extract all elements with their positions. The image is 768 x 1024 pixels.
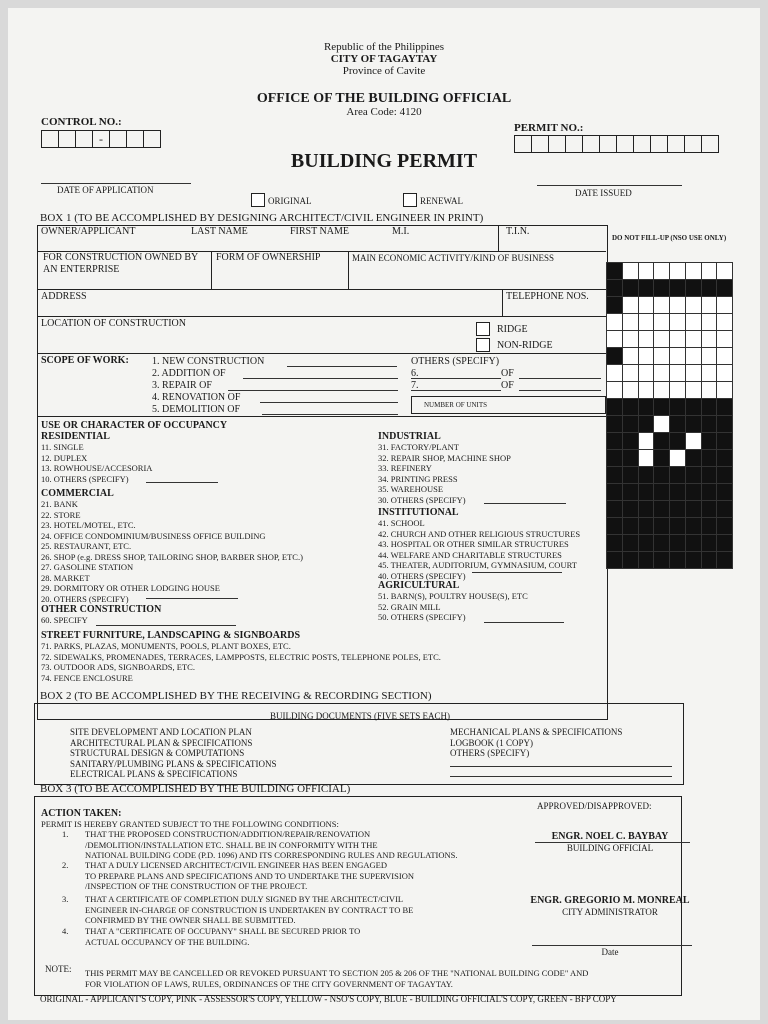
date-application-label: DATE OF APPLICATION <box>57 185 154 195</box>
street-heading: STREET FURNITURE, LANDSCAPING & SIGNBOARDS <box>41 630 301 641</box>
street-item: 72. SIDEWALKS, PROMENADES, TERRACES, LAMPPOSTS, ELECTRIC POSTS, TELEPHONE POLES, ETC. <box>41 651 441 662</box>
scope-item: 3. REPAIR OF <box>152 380 212 391</box>
condition-3 <box>85 894 413 926</box>
document-item: LOGBOOK (1 COPY) <box>450 737 533 748</box>
permit-no-label: PERMIT NO.: <box>514 122 584 134</box>
document-item: MECHANICAL PLANS & SPECIFICATIONS <box>450 727 623 737</box>
condition-2-number: 2. <box>62 860 69 870</box>
action-taken-label: ACTION TAKEN: <box>41 808 122 819</box>
owner-label: OWNER/APPLICANT <box>41 226 136 237</box>
building-official-title: BUILDING OFFICIAL <box>566 843 654 853</box>
institutional-item: 45. THEATER, AUDITORIUM, GYMNASIUM, COURT <box>378 560 577 570</box>
document-item: STRUCTURAL DESIGN & COMPUTATIONS <box>70 748 245 758</box>
commercial-item: 21. BANK <box>41 499 78 509</box>
condition-line: ACTUAL OCCUPANCY OF THE BUILDING. <box>85 936 250 947</box>
condition-2 <box>85 860 414 892</box>
scope-item: 4. RENOVATION OF <box>152 392 241 403</box>
note-text <box>85 968 588 989</box>
condition-3-number: 3. <box>62 894 69 904</box>
non-ridge-checkbox[interactable] <box>476 338 490 352</box>
scope-label: SCOPE OF WORK: <box>41 355 129 366</box>
main-activity-label: MAIN ECONOMIC ACTIVITY/KIND OF BUSINESS <box>352 253 555 263</box>
nso-grid <box>606 262 732 568</box>
street-list <box>41 641 441 683</box>
area-code: Area Code: 4120 <box>346 106 422 118</box>
commercial-item: 20. OTHERS (SPECIFY) <box>41 593 129 604</box>
granted-text: PERMIT IS HEREBY GRANTED SUBJECT TO THE FOLLOWING CONDITIONS: <box>41 819 339 829</box>
occupancy-heading: USE OR CHARACTER OF OCCUPANCY <box>41 420 228 431</box>
document-item: ARCHITECTURAL PLAN & SPECIFICATIONS <box>70 737 253 748</box>
residential-item: 10. OTHERS (SPECIFY) <box>41 473 129 484</box>
condition-line: /INSPECTION OF THE CONSTRUCTION OF THE PROJECT. <box>85 881 308 891</box>
commercial-heading: COMMERCIAL <box>41 488 114 499</box>
header-city: CITY OF TAGAYTAY <box>330 53 438 65</box>
other-item: 60. SPECIFY <box>41 615 88 625</box>
office-title: OFFICE OF THE BUILDING OFFICIAL <box>256 91 512 106</box>
agricultural-list <box>378 591 528 623</box>
condition-1 <box>85 829 458 861</box>
renewal-checkbox[interactable] <box>403 193 417 207</box>
non-ridge-label: NON-RIDGE <box>497 340 553 351</box>
industrial-heading: INDUSTRIAL <box>378 431 441 442</box>
condition-line: TO PREPARE PLANS AND SPECIFICATIONS AND TO UNDERTAKE THE SUPERVISION <box>85 870 414 881</box>
scope-item: 5. DEMOLITION OF <box>152 404 241 415</box>
document-item: SITE DEVELOPMENT AND LOCATION PLAN <box>70 727 252 737</box>
header-republic: Republic of the Philippines <box>323 41 445 53</box>
tin-label: T.I.N. <box>506 226 530 237</box>
first-name-label: FIRST NAME <box>290 226 349 237</box>
last-name-label: LAST NAME <box>191 226 248 237</box>
agricultural-item: 50. OTHERS (SPECIFY) <box>378 612 466 622</box>
other-list <box>41 615 88 626</box>
condition-1-number: 1. <box>62 829 69 839</box>
street-item: 71. PARKS, PLAZAS, MONUMENTS, POOLS, PLANT BOXES, ETC. <box>41 641 291 651</box>
condition-line: CONFIRMED BY THE OWNER SHALL BE SUBMITTED. <box>85 915 296 925</box>
mi-label: M.I. <box>392 226 410 237</box>
form-title: BUILDING PERMIT <box>290 150 478 172</box>
units-label: NUMBER OF UNITS <box>424 401 488 409</box>
footer-copies: ORIGINAL - APPLICANT'S COPY, PINK - ASSESSOR'S COPY, YELLOW - NSO'S COPY, BLUE - BUILDING OFFICIAL'S COPY, GREEN - BFP COPY <box>40 994 617 1004</box>
documents-right <box>450 727 622 759</box>
city-administrator-title: CITY ADMINISTRATOR <box>562 907 658 917</box>
commercial-item: 26. SHOP (e.g. DRESS SHOP, TAILORING SHOP, BARBER SHOP, ETC.) <box>41 551 303 562</box>
scope-item: 2. ADDITION OF <box>152 368 226 379</box>
item-6: 6. <box>411 368 419 379</box>
residential-item: 11. SINGLE <box>41 442 84 452</box>
agricultural-item: 52. GRAIN MILL <box>378 601 441 612</box>
residential-item: 13. ROWHOUSE/ACCESORIA <box>41 463 153 473</box>
control-no-label: CONTROL NO.: <box>41 116 122 128</box>
agricultural-item: 51. BARN(S), POULTRY HOUSE(S), ETC <box>378 591 528 601</box>
document-item: ELECTRICAL PLANS & SPECIFICATIONS <box>70 769 238 779</box>
institutional-item: 44. WELFARE AND CHARITABLE STRUCTURES <box>378 549 562 560</box>
condition-line: THAT A CERTIFICATE OF COMPLETION DULY SIGNED BY THE ARCHITECT/CIVIL <box>85 894 404 904</box>
industrial-item: 30. OTHERS (SPECIFY) <box>378 494 466 505</box>
renewal-label: RENEWAL <box>420 196 463 206</box>
commercial-item: 28. MARKET <box>41 572 90 583</box>
control-dash: - <box>92 130 110 148</box>
date-label: Date <box>601 947 619 957</box>
street-item: 74. FENCE ENCLOSURE <box>41 672 133 683</box>
construction-owned-label: FOR CONSTRUCTION OWNED BY AN ENTERPRISE <box>43 252 198 275</box>
condition-line: ENGINEER IN-CHARGE OF CONSTRUCTION IS UNDERTAKEN BY CONTRACT TO BE <box>85 904 414 915</box>
condition-4-number: 4. <box>62 926 69 936</box>
original-label: ORIGINAL <box>268 196 312 206</box>
street-item: 73. OUTDOOR ADS, SIGNBOARDS, ETC. <box>41 662 195 672</box>
condition-line: /DEMOLITION/INSTALLATION ETC. SHALL BE IN CONFORMITY WITH THE <box>85 839 378 850</box>
institutional-item: 42. CHURCH AND OTHER RELIGIOUS STRUCTURES <box>378 528 581 539</box>
header-province: Province of Cavite <box>342 65 426 77</box>
documents-left <box>70 727 277 780</box>
of-7: OF <box>501 380 514 391</box>
commercial-item: 25. RESTAURANT, ETC. <box>41 541 132 551</box>
commercial-list <box>41 499 303 604</box>
telephone-label: TELEPHONE NOS. <box>506 291 589 302</box>
residential-list <box>41 442 152 484</box>
box1-heading: BOX 1 (TO BE ACCOMPLISHED BY DESIGNING ARCHITECT/CIVIL ENGINEER IN PRINT) <box>40 212 484 224</box>
condition-line: NATIONAL BUILDING CODE (P.D. 1096) AND ITS CORRESPONDING RULES AND REGULATIONS. <box>85 850 458 860</box>
box3-heading: BOX 3 (TO BE ACCOMPLISHED BY THE BUILDING OFFICIAL) <box>40 783 351 795</box>
nso-label: DO NOT FILL-UP (NSO USE ONLY) <box>612 234 727 242</box>
ridge-checkbox[interactable] <box>476 322 490 336</box>
building-official-name: ENGR. NOEL C. BAYBAY <box>551 831 669 842</box>
document-item: SANITARY/PLUMBING PLANS & SPECIFICATIONS <box>70 758 277 769</box>
industrial-item: 31. FACTORY/PLANT <box>378 442 459 452</box>
condition-line: THAT A DULY LICENSED ARCHITECT/CIVIL ENGINEER HAS BEEN ENGAGED <box>85 860 387 870</box>
other-construction-heading: OTHER CONSTRUCTION <box>41 604 162 615</box>
industrial-item: 34. PRINTING PRESS <box>378 473 458 484</box>
scope-item: 1. NEW CONSTRUCTION <box>152 356 265 367</box>
commercial-item: 27. GASOLINE STATION <box>41 562 134 572</box>
industrial-item: 35. WAREHOUSE <box>378 484 444 494</box>
institutional-item: 40. OTHERS (SPECIFY) <box>378 570 466 581</box>
note-label: NOTE: <box>45 964 72 974</box>
condition-line: THAT A "CERTIFICATE OF OCCUPANY" SHALL BE SECURED PRIOR TO <box>85 926 361 936</box>
residential-item: 12. DUPLEX <box>41 452 88 463</box>
institutional-heading: INSTITUTIONAL <box>378 507 459 518</box>
control-no-field[interactable] <box>41 130 160 148</box>
ridge-label: RIDGE <box>497 324 528 335</box>
commercial-item: 23. HOTEL/MOTEL, ETC. <box>41 520 136 530</box>
location-label: LOCATION OF CONSTRUCTION <box>41 318 187 329</box>
condition-line: THAT THE PROPOSED CONSTRUCTION/ADDITION/REPAIR/RENOVATION <box>85 829 371 839</box>
scope-list <box>152 356 264 416</box>
form-ownership-label: FORM OF OWNERSHIP <box>216 252 321 263</box>
address-label: ADDRESS <box>41 291 87 302</box>
industrial-item: 33. REFINERY <box>378 463 432 473</box>
of-6: OF <box>501 368 514 379</box>
commercial-item: 22. STORE <box>41 509 81 520</box>
commercial-item: 29. DORMITORY OR OTHER LODGING HOUSE <box>41 583 220 593</box>
institutional-item: 43. HOSPITAL OR OTHER SIMILAR STRUCTURES <box>378 539 569 549</box>
date-issued-label: DATE ISSUED <box>575 188 632 198</box>
original-checkbox[interactable] <box>251 193 265 207</box>
residential-heading: RESIDENTIAL <box>41 431 110 442</box>
documents-title: BUILDING DOCUMENTS (FIVE SETS EACH) <box>270 711 450 721</box>
note-line: THIS PERMIT MAY BE CANCELLED OR REVOKED PURSUANT TO SECTION 205 & 206 OF THE "NATIONAL BUILDING CODE" AND <box>85 968 589 978</box>
item-7: 7. <box>411 380 419 391</box>
condition-4 <box>85 926 360 947</box>
agricultural-heading: AGRICULTURAL <box>378 580 460 591</box>
box2-heading: BOX 2 (TO BE ACCOMPLISHED BY THE RECEIVING & RECORDING SECTION) <box>40 690 432 702</box>
approved-label: APPROVED/DISAPPROVED: <box>537 801 652 811</box>
industrial-item: 32. REPAIR SHOP, MACHINE SHOP <box>378 452 511 463</box>
industrial-list <box>378 442 511 505</box>
note-line: FOR VIOLATION OF LAWS, RULES, ORDINANCES OF THE CITY GOVERNMENT OF TAGAYTAY. <box>85 978 453 989</box>
institutional-item: 41. SCHOOL <box>378 518 425 528</box>
others-specify-label: OTHERS (SPECIFY) <box>411 356 500 367</box>
city-administrator-name: ENGR. GREGORIO M. MONREAL <box>530 895 690 906</box>
permit-no-field[interactable] <box>514 135 718 153</box>
document-item: OTHERS (SPECIFY) <box>450 748 530 758</box>
commercial-item: 24. OFFICE CONDOMINIUM/BUSINESS OFFICE BUILDING <box>41 530 266 541</box>
